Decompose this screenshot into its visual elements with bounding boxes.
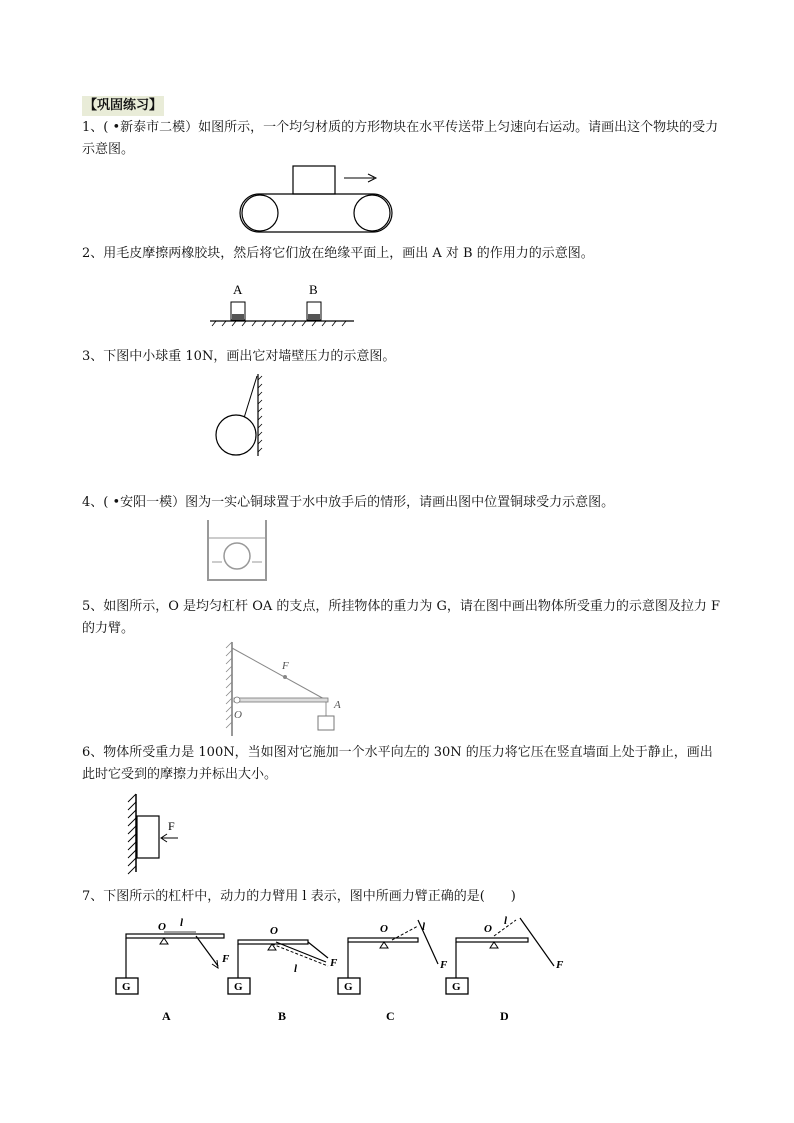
- svg-text:l: l: [422, 921, 426, 933]
- svg-text:l: l: [294, 963, 298, 975]
- svg-text:F: F: [556, 959, 564, 971]
- label-b: B: [309, 282, 318, 297]
- label-l: l: [180, 917, 184, 929]
- copper-ball: [224, 543, 250, 569]
- svg-text:G: G: [234, 981, 243, 993]
- lever-oa: [234, 698, 328, 702]
- label-f: F: [222, 953, 230, 965]
- option-a-diagram: [116, 917, 230, 994]
- option-c-diagram: [338, 920, 448, 994]
- question-1-text: 1、( •新泰市二模）如图所示，一个均匀材质的方形物块在水平传送带上匀速向右运动。请画出这个物块的受力示意图。: [82, 120, 719, 157]
- pulley-right: [354, 195, 390, 231]
- label-o: O: [158, 921, 166, 933]
- option-b-diagram: [228, 925, 338, 994]
- lever-wall-figure: [214, 640, 356, 740]
- rubber-blocks-figure: [208, 278, 358, 330]
- option-d-label: D: [500, 1009, 509, 1023]
- question-5-text: 5、如图所示，O 是均匀杠杆 OA 的支点，所挂物体的重力为 G，请在图中画出物体所受重力的示意图及拉力 F 的力臂。: [82, 599, 721, 636]
- ball-wall-figure: [210, 372, 270, 458]
- svg-text:O: O: [270, 925, 278, 937]
- block: [137, 816, 159, 858]
- lever-options-figure: [108, 908, 578, 1028]
- svg-text:l: l: [504, 915, 508, 927]
- question-2-text: 2、用毛皮摩擦两橡胶块，然后将它们放在绝缘平面上，画出 A 对 B 的作用力的示意图。: [82, 246, 594, 261]
- option-c-label: C: [386, 1009, 395, 1023]
- block: [293, 166, 335, 194]
- option-a-label: A: [162, 1009, 171, 1023]
- option-d-diagram: [446, 915, 564, 994]
- svg-text:G: G: [344, 981, 353, 993]
- label-o: O: [234, 709, 242, 721]
- label-f: F: [282, 660, 289, 672]
- label-g: G: [122, 981, 131, 993]
- svg-text:F: F: [440, 959, 448, 971]
- conveyor-belt-figure: [236, 162, 396, 237]
- question-6-text: 6、物体所受重力是 100N，当如图对它施加一个水平向左的 30N 的压力将它压在竖直墙面上处于静止，画出此时它受到的摩擦力并标出大小。: [82, 745, 713, 782]
- svg-text:O: O: [380, 923, 388, 935]
- option-b-label: B: [278, 1009, 287, 1023]
- label-a: A: [334, 699, 341, 711]
- label-a: A: [233, 282, 243, 297]
- question-3-text: 3、下图中小球重 10N，画出它对墙壁压力的示意图。: [82, 349, 396, 364]
- label-f: F: [168, 819, 175, 833]
- weight: [318, 716, 334, 730]
- question-7-text: 7、下图所示的杠杆中，动力的力臂用 l 表示，图中所画力臂正确的是( ): [82, 889, 516, 904]
- pulley-left: [242, 195, 278, 231]
- svg-text:O: O: [484, 923, 492, 935]
- ball: [216, 415, 256, 455]
- question-4-text: 4、( •安阳一模）图为一实心铜球置于水中放手后的情形，请画出图中位置铜球受力示意图。: [82, 495, 615, 510]
- section-header: 【巩固练习】: [82, 96, 164, 116]
- beaker-ball-figure: [204, 518, 272, 584]
- svg-text:G: G: [452, 981, 461, 993]
- svg-text:F: F: [330, 957, 338, 969]
- belt: [240, 194, 392, 232]
- block-wall-figure: [122, 792, 194, 876]
